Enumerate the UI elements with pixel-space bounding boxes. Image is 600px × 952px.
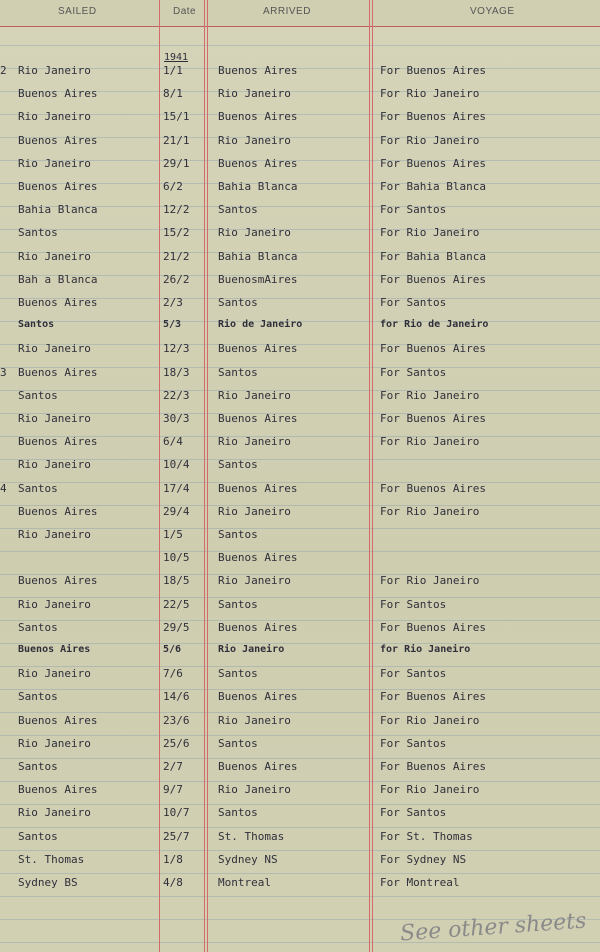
- ledger-row: [0, 203, 600, 223]
- sailed-port: Rio Janeiro: [18, 156, 91, 170]
- arrived-port: Santos: [218, 806, 258, 820]
- sail-date: 2/3: [163, 296, 183, 309]
- arrived-port: Rio Janeiro: [218, 87, 291, 101]
- voyage-destination: For Buenos Aires: [380, 110, 486, 124]
- voyage-destination: For Santos: [380, 203, 447, 217]
- sailed-port: Rio Janeiro: [18, 110, 91, 124]
- ledger-row: [0, 319, 600, 339]
- voyage-destination: For Rio Janeiro: [380, 435, 480, 449]
- sail-date: 9/7: [163, 783, 183, 797]
- sail-date: 10/5: [163, 551, 190, 565]
- voyage-destination: For Rio Janeiro: [380, 504, 480, 518]
- voyage-destination: For Rio Janeiro: [380, 133, 480, 147]
- arrived-port: Santos: [218, 365, 258, 379]
- sailed-port: Rio Janeiro: [18, 528, 91, 541]
- ledger-row: [0, 714, 600, 734]
- ledger-row: [0, 482, 600, 502]
- voyage-destination: For Santos: [380, 365, 447, 379]
- sail-date: 7/6: [163, 667, 183, 681]
- arrived-port: Buenos Aires: [218, 760, 298, 773]
- sail-date: 17/4: [163, 481, 190, 495]
- sailed-port: Rio Janeiro: [18, 667, 91, 681]
- row-mark: 4: [0, 481, 7, 495]
- sail-date: 12/3: [163, 342, 190, 356]
- arrived-port: Rio Janeiro: [218, 574, 291, 588]
- voyage-destination: For Santos: [380, 806, 447, 820]
- arrived-port: Santos: [218, 203, 258, 217]
- ledger-row: [0, 226, 600, 246]
- ledger-row: [0, 435, 600, 455]
- sail-date: 2/7: [163, 760, 183, 773]
- ledger-row: [0, 366, 600, 386]
- arrived-port: Buenos Aires: [218, 412, 298, 425]
- sail-date: 22/5: [163, 597, 190, 611]
- arrived-port: Buenos Aires: [218, 64, 298, 77]
- arrived-port: Montreal: [218, 876, 271, 889]
- sail-date: 26/2: [163, 272, 190, 286]
- sailed-port: Rio Janeiro: [18, 806, 91, 820]
- voyage-destination: For Sydney NS: [380, 852, 467, 866]
- arrived-port: Buenos Aires: [218, 551, 298, 565]
- ledger-row: [0, 505, 600, 525]
- sailed-port: Buenos Aires: [18, 435, 98, 449]
- voyage-destination: For Santos: [380, 667, 447, 681]
- voyage-destination: For Montreal: [380, 876, 460, 889]
- sail-date: 1/5: [163, 528, 183, 541]
- ledger-row: [0, 667, 600, 687]
- voyage-destination: For Rio Janeiro: [380, 388, 480, 402]
- ledger-row: [0, 342, 600, 362]
- sail-date: 21/2: [163, 249, 190, 263]
- arrived-port: Santos: [218, 597, 258, 611]
- sailed-port: Santos: [18, 481, 58, 495]
- sail-date: 15/2: [163, 226, 190, 240]
- sail-date: 6/2: [163, 180, 183, 193]
- sail-date: 4/8: [163, 876, 183, 889]
- sailed-port: Santos: [18, 620, 58, 634]
- voyage-destination: For Rio Janeiro: [380, 87, 480, 101]
- sailed-port: Santos: [18, 690, 58, 704]
- voyage-destination: for Rio de Janeiro: [380, 319, 489, 331]
- ledger-row: [0, 760, 600, 780]
- ledger-row: [0, 551, 600, 571]
- ledger-row: [0, 598, 600, 618]
- voyage-destination: For Buenos Aires: [380, 481, 486, 495]
- ledger-row: [0, 830, 600, 850]
- sailed-port: Buenos Aires: [18, 783, 98, 797]
- sail-date: 23/6: [163, 713, 190, 727]
- arrived-port: Sydney NS: [218, 852, 278, 866]
- year-label: 1941: [164, 52, 189, 63]
- sailed-port: Santos: [18, 760, 58, 773]
- sailed-port: Buenos Aires: [18, 296, 98, 309]
- arrived-port: Buenos Aires: [218, 481, 298, 495]
- ledger-row: [0, 250, 600, 270]
- voyage-destination: For Rio Janeiro: [380, 713, 480, 727]
- ledger-row: [0, 621, 600, 641]
- sailed-port: Buenos Aires: [18, 365, 98, 379]
- ledger-row: [0, 157, 600, 177]
- voyage-destination: For Rio Janeiro: [380, 574, 480, 588]
- voyage-destination: For Bahia Blanca: [380, 180, 486, 193]
- arrived-port: Rio Janeiro: [218, 435, 291, 449]
- sail-date: 22/3: [163, 388, 190, 402]
- sailed-port: Buenos Aires: [18, 644, 91, 655]
- ledger-row: [0, 806, 600, 826]
- sail-date: 6/4: [163, 435, 183, 449]
- sail-date: 25/6: [163, 736, 190, 750]
- sailed-port: Rio Janeiro: [18, 458, 91, 472]
- voyage-destination: For Santos: [380, 296, 447, 309]
- sailed-port: Santos: [18, 829, 58, 843]
- sailed-port: St. Thomas: [18, 852, 85, 866]
- arrived-port: Rio Janeiro: [218, 504, 291, 518]
- sailed-port: Rio Janeiro: [18, 736, 91, 750]
- arrived-port: Santos: [218, 458, 258, 472]
- voyage-destination: For Buenos Aires: [380, 620, 486, 634]
- sail-date: 29/5: [163, 620, 190, 634]
- sail-date: 1/1: [163, 64, 183, 77]
- sail-date: 29/4: [163, 504, 190, 518]
- sail-date: 18/3: [163, 365, 190, 379]
- ledger-row: [0, 528, 600, 548]
- sailed-port: Rio Janeiro: [18, 597, 91, 611]
- arrived-port: Buenos Aires: [218, 342, 298, 356]
- sailed-port: Buenos Aires: [18, 504, 98, 518]
- arrived-port: Santos: [218, 736, 258, 750]
- voyage-destination: For Bahia Blanca: [380, 249, 486, 263]
- voyage-destination: For Buenos Aires: [380, 690, 486, 704]
- sailed-port: Buenos Aires: [18, 133, 98, 147]
- sail-date: 8/1: [163, 87, 183, 101]
- ledger-row: [0, 64, 600, 84]
- sail-date: 12/2: [163, 203, 190, 217]
- arrived-port: Rio Janeiro: [218, 133, 291, 147]
- sail-date: 5/6: [163, 644, 182, 655]
- sailed-port: Santos: [18, 388, 58, 402]
- voyage-destination: For Buenos Aires: [380, 64, 486, 77]
- sailed-port: Bah a Blanca: [18, 272, 98, 286]
- sail-date: 30/3: [163, 412, 190, 425]
- arrived-port: Rio Janeiro: [218, 713, 291, 727]
- arrived-port: Santos: [218, 296, 258, 309]
- sail-date: 29/1: [163, 156, 190, 170]
- header-sailed: SAILED: [58, 6, 97, 17]
- sailed-port: Buenos Aires: [18, 574, 98, 588]
- arrived-port: Santos: [218, 528, 258, 541]
- sail-date: 18/5: [163, 574, 190, 588]
- ledger-row: [0, 296, 600, 316]
- ledger-row: [0, 110, 600, 130]
- arrived-port: Rio Janeiro: [218, 388, 291, 402]
- sail-date: 5/3: [163, 319, 182, 331]
- sail-date: 10/4: [163, 458, 190, 472]
- voyage-destination: For Buenos Aires: [380, 272, 486, 286]
- ledger-row: [0, 737, 600, 757]
- sailed-port: Rio Janeiro: [18, 64, 91, 77]
- sailed-port: Santos: [18, 226, 58, 240]
- ledger-row: [0, 690, 600, 710]
- voyage-destination: For Buenos Aires: [380, 760, 486, 773]
- voyage-destination: For Santos: [380, 736, 447, 750]
- header-voyage: VOYAGE: [470, 6, 515, 17]
- arrived-port: Buenos Aires: [218, 156, 298, 170]
- ledger-row: [0, 273, 600, 293]
- handwritten-note: See other sheets: [399, 908, 588, 947]
- sail-date: 15/1: [163, 110, 190, 124]
- voyage-destination: for Rio Janeiro: [380, 644, 471, 655]
- sailed-port: Rio Janeiro: [18, 249, 91, 263]
- ledger-row: [0, 783, 600, 803]
- arrived-port: Rio de Janeiro: [218, 319, 303, 331]
- arrived-port: Buenos Aires: [218, 620, 298, 634]
- ledger-row: [0, 134, 600, 154]
- voyage-destination: For Buenos Aires: [380, 342, 486, 356]
- row-mark: 3: [0, 365, 7, 379]
- voyage-destination: For Rio Janeiro: [380, 783, 480, 797]
- ledger-row: [0, 644, 600, 664]
- arrived-port: St. Thomas: [218, 829, 285, 843]
- ledger-row: [0, 574, 600, 594]
- ledger-row: [0, 853, 600, 873]
- ledger-row: [0, 412, 600, 432]
- ledger-row: [0, 180, 600, 200]
- sailed-port: Sydney BS: [18, 876, 78, 889]
- sail-date: 10/7: [163, 806, 190, 820]
- sailed-port: Buenos Aires: [18, 180, 98, 193]
- header-arrived: ARRIVED: [263, 6, 311, 17]
- arrived-port: Santos: [218, 667, 258, 681]
- sailed-port: Buenos Aires: [18, 713, 98, 727]
- arrived-port: Bahia Blanca: [218, 249, 298, 263]
- voyage-destination: For St. Thomas: [380, 829, 473, 843]
- arrived-port: Bahia Blanca: [218, 180, 298, 193]
- sailed-port: Rio Janeiro: [18, 342, 91, 356]
- header-date: Date: [173, 6, 197, 17]
- voyage-destination: For Buenos Aires: [380, 412, 486, 425]
- arrived-port: BuenosmAires: [218, 272, 298, 286]
- sailed-port: Rio Janeiro: [18, 412, 91, 425]
- ledger-row: [0, 87, 600, 107]
- sail-date: 14/6: [163, 690, 190, 704]
- voyage-destination: For Buenos Aires: [380, 156, 486, 170]
- voyage-destination: For Santos: [380, 597, 447, 611]
- sail-date: 21/1: [163, 133, 190, 147]
- sailed-port: Buenos Aires: [18, 87, 98, 101]
- voyage-destination: For Rio Janeiro: [380, 226, 480, 240]
- sail-date: 25/7: [163, 829, 190, 843]
- arrived-port: Rio Janeiro: [218, 783, 291, 797]
- sailed-port: Bahia Blanca: [18, 203, 98, 217]
- arrived-port: Buenos Aires: [218, 690, 298, 704]
- arrived-port: Rio Janeiro: [218, 644, 285, 655]
- arrived-port: Rio Janeiro: [218, 226, 291, 240]
- ledger-row: [0, 389, 600, 409]
- sailed-port: Santos: [18, 319, 55, 331]
- arrived-port: Buenos Aires: [218, 110, 298, 124]
- row-mark: 2: [0, 64, 7, 77]
- ledger-row: [0, 458, 600, 478]
- sail-date: 1/8: [163, 852, 183, 866]
- ledger-row: [0, 876, 600, 896]
